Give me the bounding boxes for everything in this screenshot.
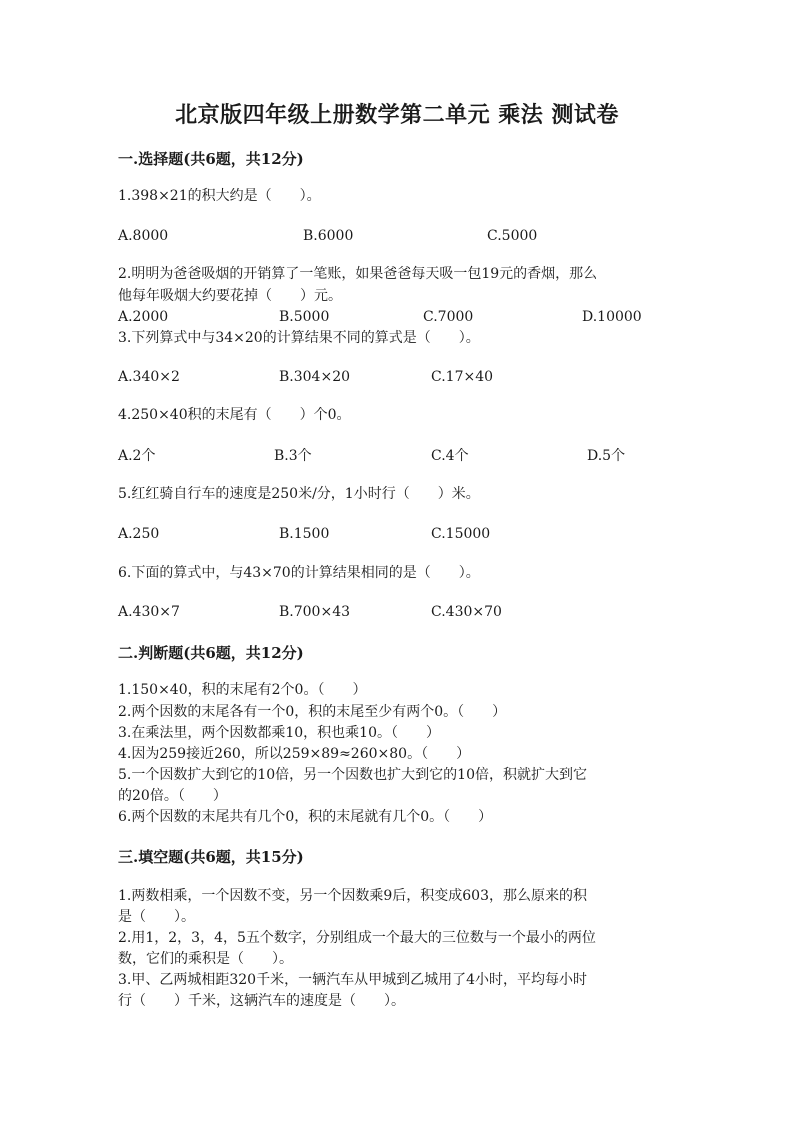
option-a: A.2000: [118, 309, 169, 325]
judgement-line-5: 5.一个因数扩大到它的10倍，另一个因数也扩大到它的10倍，积就扩大到它: [118, 767, 587, 783]
option-d: D.5个: [587, 448, 626, 464]
option-b: B.700×43: [279, 604, 351, 620]
question-4: 4.250×40积的末尾有（ ）个0。: [118, 407, 351, 423]
question-6-options: [118, 602, 678, 622]
section-title-judgement: 二.判断题(共6题，共12分): [118, 644, 304, 662]
option-b: B.3个: [274, 448, 312, 464]
option-d: D.10000: [582, 309, 642, 325]
judgement-line-1: 1.150×40，积的末尾有2个0。（ ）: [118, 682, 367, 698]
option-c: C.4个: [431, 448, 469, 464]
fill-line-6: 行（ ）千米，这辆汽车的速度是（ ）。: [118, 993, 405, 1009]
question-3-options: [118, 367, 678, 387]
judgement-line-3: 3.在乘法里，两个因数都乘10，积也乘10。（ ）: [118, 725, 440, 741]
question-4-options: [118, 446, 678, 466]
option-c: C.7000: [423, 309, 474, 325]
option-a: A.430×7: [118, 604, 180, 620]
fill-line-2: 是（ ）。: [118, 909, 195, 925]
fill-line-4: 数，它们的乘积是（ ）。: [118, 951, 293, 967]
question-2-line-1: 2.明明为爸爸吸烟的开销算了一笔账，如果爸爸每天吸一包19元的香烟，那么: [118, 266, 598, 282]
question-2-options: [118, 307, 678, 327]
option-b: B.5000: [279, 309, 330, 325]
question-5-options: [118, 524, 678, 544]
question-5: 5.红红骑自行车的速度是250米/分，1小时行（ ）米。: [118, 486, 480, 502]
judgement-line-2: 2.两个因数的末尾各有一个0，积的末尾至少有两个0。（ ）: [118, 704, 507, 720]
option-a: A.340×2: [118, 369, 180, 385]
option-b: B.304×20: [279, 369, 351, 385]
option-a: A.2个: [118, 448, 156, 464]
option-a: A.250: [118, 526, 160, 542]
option-c: C.15000: [431, 526, 491, 542]
fill-line-3: 2.用1，2，3，4，5五个数字，分别组成一个最大的三位数与一个最小的两位: [118, 930, 596, 946]
option-a: A.8000: [118, 228, 169, 244]
question-3: 3.下列算式中与34×20的计算结果不同的算式是（ ）。: [118, 330, 480, 346]
fill-line-5: 3.甲、乙两城相距320千米，一辆汽车从甲城到乙城用了4小时，平均每小时: [118, 972, 587, 988]
option-b: B.6000: [303, 228, 354, 244]
question-1-options: [118, 226, 678, 246]
question-1: 1.398×21的积大约是（ ）。: [118, 188, 321, 204]
judgement-line-4: 4.因为259接近260，所以259×89≈260×80。（ ）: [118, 746, 471, 762]
question-2-line-2: 他每年吸烟大约要花掉（ ）元。: [118, 288, 342, 304]
judgement-line-6: 的20倍。（ ）: [118, 788, 227, 804]
option-c: C.430×70: [431, 604, 502, 620]
option-b: B.1500: [279, 526, 330, 542]
fill-line-1: 1.两数相乘，一个因数不变，另一个因数乘9后，积变成603，那么原来的积: [118, 888, 587, 904]
section-title-choice: 一.选择题(共6题，共12分): [118, 150, 304, 168]
question-6: 6.下面的算式中，与43×70的计算结果相同的是（ ）。: [118, 565, 480, 581]
judgement-line-7: 6.两个因数的末尾共有几个0，积的末尾就有几个0。（ ）: [118, 809, 493, 825]
option-c: C.5000: [487, 228, 538, 244]
page-title: 北京版四年级上册数学第二单元 乘法 测试卷: [175, 102, 619, 128]
option-c: C.17×40: [431, 369, 494, 385]
section-title-fill-in: 三.填空题(共6题，共15分): [118, 848, 304, 866]
